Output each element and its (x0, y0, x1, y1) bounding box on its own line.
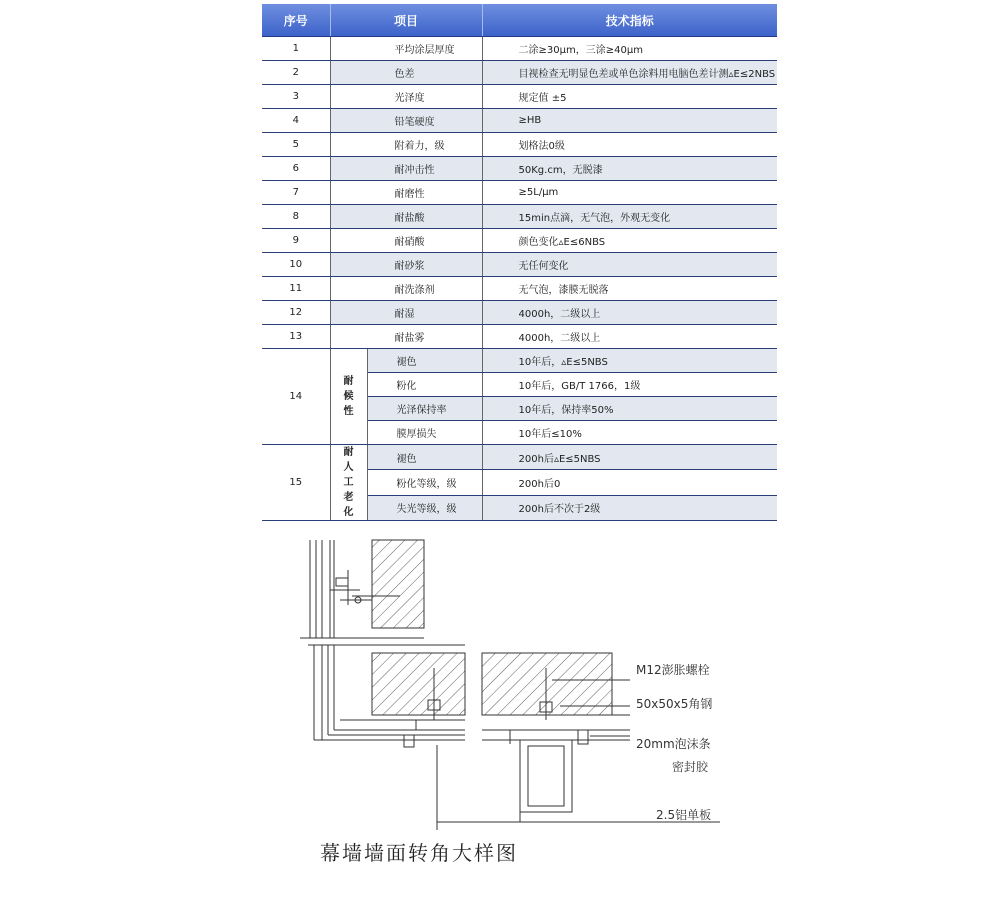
row-item: 耐湿 (330, 301, 482, 325)
table-row (262, 445, 777, 470)
row-item: 光泽度 (330, 85, 482, 109)
group-label (330, 445, 367, 521)
row-item: 耐冲击性 (330, 157, 482, 181)
row-number: 3 (262, 85, 330, 109)
group-number: 15 (262, 445, 330, 521)
row-spec: 10年后，▵E≤5NBS (482, 349, 777, 373)
row-spec: ≥5L/μm (482, 181, 777, 205)
row-number: 6 (262, 157, 330, 181)
table-row (262, 109, 777, 133)
row-number: 8 (262, 205, 330, 229)
header-item: 项目 (330, 4, 482, 37)
row-item: 粉化 (367, 373, 482, 397)
row-number: 2 (262, 61, 330, 85)
table-row (262, 253, 777, 277)
group-label-text: 耐候性 (343, 376, 354, 417)
row-item: 耐硝酸 (330, 229, 482, 253)
header-no: 序号 (262, 4, 330, 37)
row-item: 耐盐雾 (330, 325, 482, 349)
row-spec: 二涂≥30μm，三涂≥40μm (482, 37, 777, 61)
header-spec: 技术指标 (482, 4, 777, 37)
row-number: 11 (262, 277, 330, 301)
table-row (262, 277, 777, 301)
table-row (262, 301, 777, 325)
table-body (262, 37, 777, 521)
group-label-text: 耐人工老化 (343, 447, 354, 518)
row-spec: 200h后不次于2级 (482, 495, 777, 520)
row-item: 耐砂浆 (330, 253, 482, 277)
label-bolt: M12澎胀螺栓 (636, 663, 710, 677)
row-item: 耐磨性 (330, 181, 482, 205)
row-number: 1 (262, 37, 330, 61)
row-spec: 规定值 ±5 (482, 85, 777, 109)
table-row (262, 37, 777, 61)
row-item: 褪色 (367, 445, 482, 470)
table-row (262, 325, 777, 349)
row-spec: 15min点滴，无气泡，外观无变化 (482, 205, 777, 229)
row-item: 褪色 (367, 349, 482, 373)
row-item: 平均涂层厚度 (330, 37, 482, 61)
label-panel: 2.5铝单板 (656, 808, 712, 822)
curtain-wall-corner-drawing (300, 530, 740, 875)
row-spec: 划格法0级 (482, 133, 777, 157)
row-item: 粉化等级，级 (367, 470, 482, 495)
table-row (262, 85, 777, 109)
row-spec: ≥HB (482, 109, 777, 133)
row-item: 铅笔硬度 (330, 109, 482, 133)
row-item: 耐洗涤剂 (330, 277, 482, 301)
group-label (330, 349, 367, 445)
label-angle: 50x50x5角钢 (636, 697, 713, 711)
row-number: 7 (262, 181, 330, 205)
table-row (262, 349, 777, 373)
row-spec: 10年后，保持率50% (482, 397, 777, 421)
drawing-caption: 幕墙墙面转角大样图 (320, 841, 518, 865)
lower-left-section (308, 645, 465, 830)
row-spec: 无任何变化 (482, 253, 777, 277)
table-row (262, 229, 777, 253)
row-number: 12 (262, 301, 330, 325)
row-spec: 目视检查无明显色差或单色涂料用电脑色差计测▵E≤2NBS (482, 61, 777, 85)
row-number: 9 (262, 229, 330, 253)
label-sealant: 密封胶 (672, 760, 709, 774)
row-item: 色差 (330, 61, 482, 85)
spec-table (262, 4, 777, 521)
table-row (262, 181, 777, 205)
table-header (262, 4, 777, 37)
row-spec: 50Kg.cm，无脱漆 (482, 157, 777, 181)
row-item: 光泽保持率 (367, 397, 482, 421)
label-foam: 20mm泡沫条 (636, 737, 711, 751)
row-spec: 10年后≤10% (482, 421, 777, 445)
row-spec: 200h后▵E≤5NBS (482, 445, 777, 470)
row-spec: 颜色变化▵E≤6NBS (482, 229, 777, 253)
table-row (262, 157, 777, 181)
row-spec: 4000h，二级以上 (482, 325, 777, 349)
row-spec: 200h后0 (482, 470, 777, 495)
table-row (262, 205, 777, 229)
row-item: 耐盐酸 (330, 205, 482, 229)
group-number: 14 (262, 349, 330, 445)
table-row (262, 61, 777, 85)
row-item: 附着力，级 (330, 133, 482, 157)
row-number: 4 (262, 109, 330, 133)
row-spec: 无气泡，漆膜无脱落 (482, 277, 777, 301)
row-spec: 10年后，GB/T 1766，1级 (482, 373, 777, 397)
row-number: 5 (262, 133, 330, 157)
row-item: 失光等级，级 (367, 495, 482, 520)
row-number: 10 (262, 253, 330, 277)
row-item: 膜厚损失 (367, 421, 482, 445)
row-spec: 4000h，二级以上 (482, 301, 777, 325)
upper-wall-section (300, 540, 424, 638)
row-number: 13 (262, 325, 330, 349)
table-row (262, 133, 777, 157)
